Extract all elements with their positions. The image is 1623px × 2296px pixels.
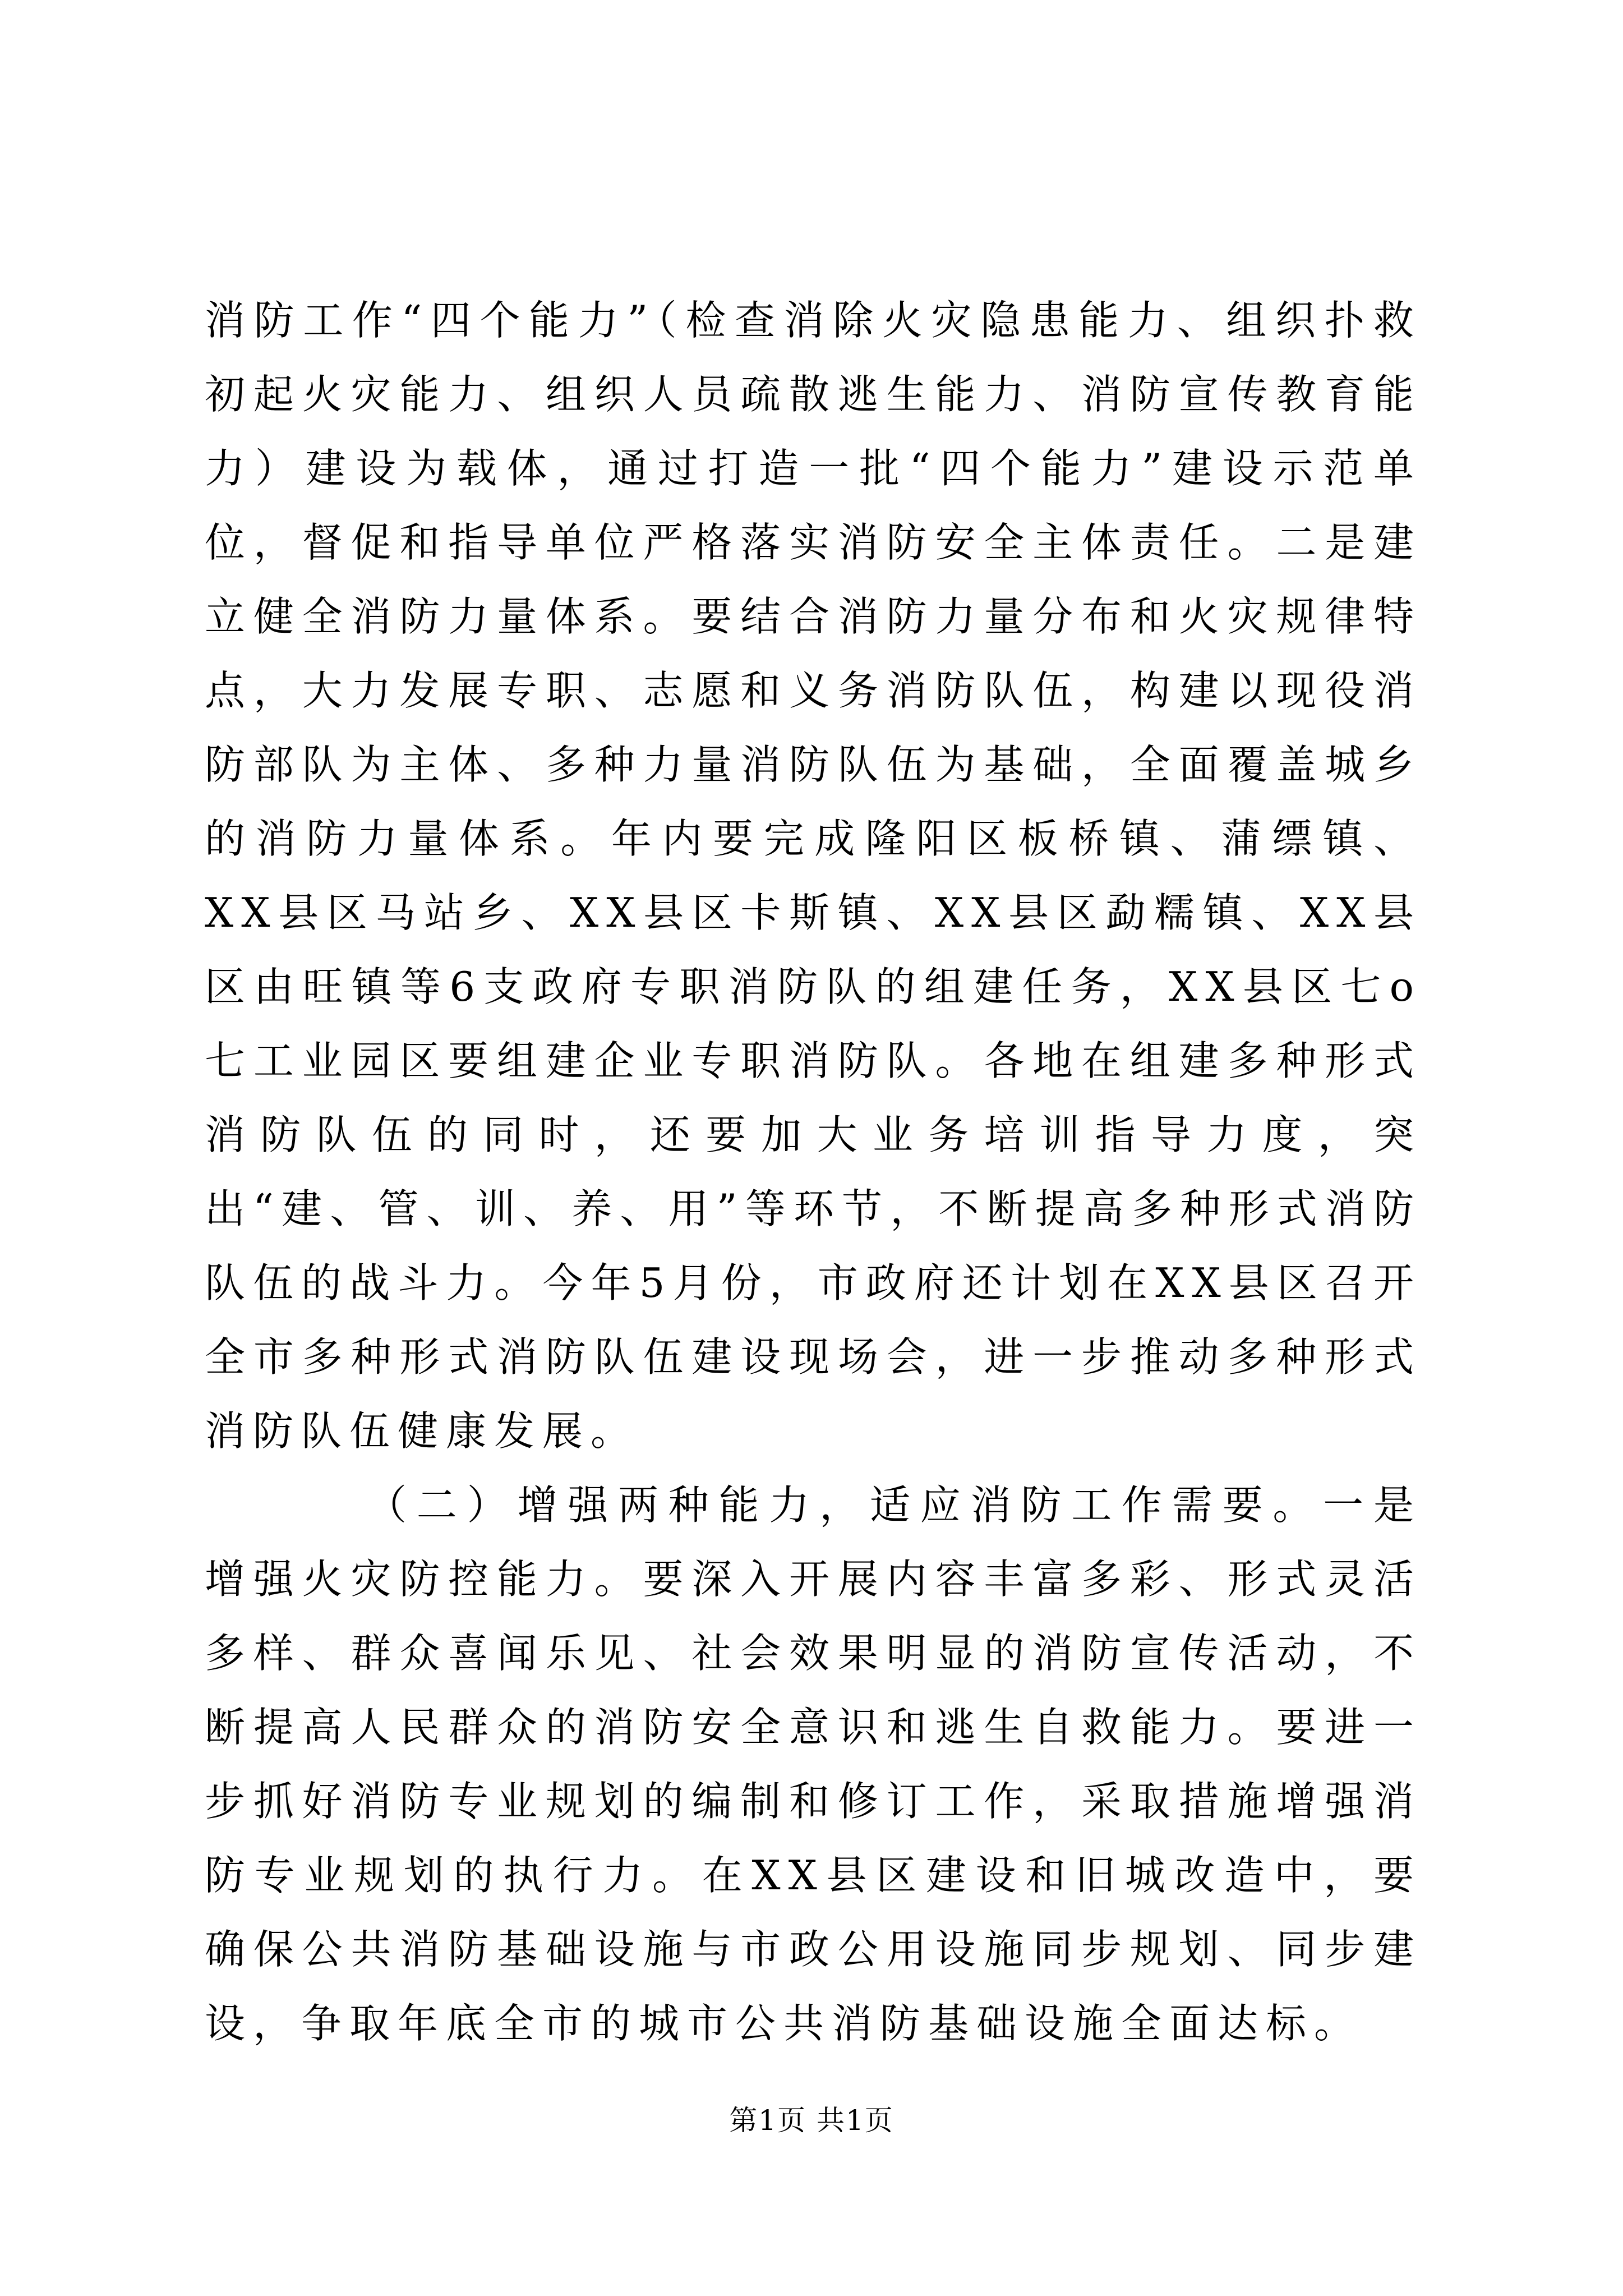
page-number-label: 第1页 共1页 [729,2104,894,2137]
paragraph-1: 消防工作“四个能力”（检查消除火灾隐患能力、组织扑救初起火灾能力、组织人员疏散逃生能力、消防宣传教育能力）建设为载体，通过打造一批“四个能力”建设示范单位，督促和指导单位严格落实消防安全主体责任。二是建立健全消防力量体系。要结合消防力量分布和火灾规律特点，大力发展专职、志愿和义务消防队伍，构建以现役消防部队为主体、多种力量消防队伍为基础，全面覆盖城乡的消防力量体系。年内要完成隆阳区板桥镇、蒲缥镇、XX县区马站乡、XX县区卡斯镇、XX县区勐糯镇、XX县区由旺镇等6支政府专职消防队的组建任务，XX县区七o七工业园区要组建企业专职消防队。各地在组建多种形式消防队伍的同时，还要加大业务培训指导力度，突出“建、管、训、养、用”等环节，不断提高多种形式消防队伍的战斗力。今年5月份，市政府还计划在XX县区召开全市多种形式消防队伍建设现场会，进一步推动多种形式消防队伍健康发展。 [205,297,1422,1455]
document-body [205,283,1422,2060]
paragraph-2: （二）增强两种能力，适应消防工作需要。一是增强火灾防控能力。要深入开展内容丰富多彩、形式灵活多样、群众喜闻乐见、社会效果明显的消防宣传活动，不断提高人民群众的消防安全意识和逃生自救能力。要进一步抓好消防专业规划的编制和修订工作，采取措施增强消防专业规划的执行力。在XX县区建设和旧城改造中，要确保公共消防基础设施与市政公用设施同步规划、同步建设，争取年底全市的城市公共消防基础设施全面达标。 [205,1481,1422,2047]
page-footer [0,2101,1623,2140]
